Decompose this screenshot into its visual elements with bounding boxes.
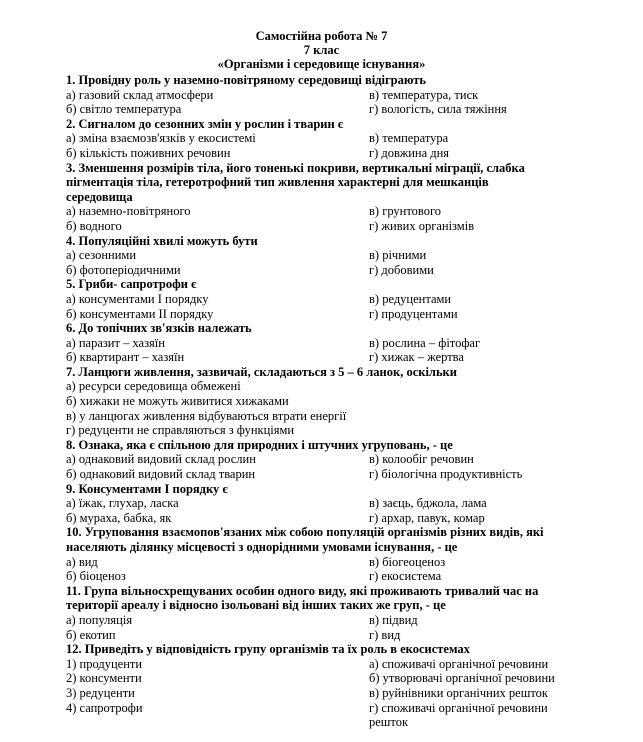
questions-list bbox=[66, 73, 556, 730]
option-d: г) хижак – жертва bbox=[369, 350, 464, 365]
question-10-line-1: 10. Угруповання взаємопов'язаних між собою популяцій організмів різних видів, які bbox=[66, 525, 544, 540]
topic-title: «Організми і середовище існування» bbox=[217, 57, 426, 71]
option-a: а) ресурси середовища обмежені bbox=[66, 379, 241, 394]
match-left-4: 4) сапротрофи bbox=[66, 700, 143, 715]
option-d: г) живих організмів bbox=[369, 218, 475, 233]
answer-row bbox=[66, 555, 556, 570]
question-1: 1. Провідну роль у наземно-повітряному середовищі відіграють bbox=[66, 73, 427, 87]
option-b: б) біоценоз bbox=[66, 569, 126, 584]
option-c: в) колообіг речовин bbox=[369, 452, 474, 467]
answer-row bbox=[66, 569, 556, 584]
match-row bbox=[66, 715, 556, 730]
grade-label: 7 клас bbox=[303, 43, 340, 57]
option-c: в) підвид bbox=[369, 612, 418, 627]
option-b: б) фотоперіодичними bbox=[66, 262, 181, 277]
match-right-a: а) споживачі органічної речовини bbox=[369, 656, 549, 671]
option-d: г) редуценти не справляються з функціями bbox=[66, 423, 295, 438]
match-row bbox=[66, 657, 556, 672]
answer-row bbox=[66, 613, 556, 628]
answer-row bbox=[66, 336, 556, 351]
answer-row bbox=[66, 263, 556, 278]
answer-row bbox=[66, 496, 556, 511]
option-c: в) у ланцюгах живлення відбуваються втрати енергії bbox=[66, 408, 347, 423]
match-right-d: г) споживачі органічної речовини bbox=[369, 700, 548, 715]
answer-row bbox=[66, 131, 556, 146]
question-11-line-2: території ареалу і відносно ізольовані від інших таких же груп, - це bbox=[66, 598, 446, 613]
question-5: 5. Гриби- сапротрофи є bbox=[66, 277, 197, 292]
answer-row bbox=[66, 219, 556, 234]
match-row bbox=[66, 686, 556, 701]
option-d: г) архар, павук, комар bbox=[369, 510, 485, 525]
option-d: г) вид bbox=[369, 627, 401, 642]
match-right-b: б) утворювачі органічної речовини bbox=[369, 671, 555, 686]
option-c: в) редуцентами bbox=[369, 291, 452, 306]
question-6: 6. До топічних зв'язків належать bbox=[66, 321, 252, 336]
option-b: б) хижаки не можуть живитися хижаками bbox=[66, 394, 289, 409]
answer-row bbox=[66, 467, 556, 482]
option-d: г) довжина дня bbox=[369, 145, 450, 160]
option-a: а) вид bbox=[66, 554, 98, 569]
option-a: а) газовий склад атмосфери bbox=[66, 87, 214, 102]
answer-row bbox=[66, 307, 556, 322]
answer-row bbox=[66, 511, 556, 526]
match-right-c: в) руйнівники органічних решток bbox=[369, 685, 548, 700]
option-d: г) біологічна продуктивність bbox=[369, 467, 523, 482]
option-d: г) екосистема bbox=[369, 569, 442, 584]
answer-row bbox=[66, 204, 556, 219]
question-4: 4. Популяційні хвилі можуть бути bbox=[66, 233, 258, 248]
option-d: г) добовими bbox=[369, 262, 434, 277]
option-b: б) квартирант – хазяїн bbox=[66, 350, 185, 365]
question-7: 7. Ланцюги живлення, зазвичай, складаються з 5 – 6 ланок, оскільки bbox=[66, 364, 457, 379]
option-b: б) екотип bbox=[66, 627, 116, 642]
question-10-line-2: населяють ділянку місцевості з однорідними умовами існування, - це bbox=[66, 540, 458, 554]
option-b: б) однаковий видовий склад тварин bbox=[66, 467, 256, 482]
match-left-empty bbox=[66, 715, 369, 730]
option-c: в) рослина – фітофаг bbox=[369, 335, 481, 350]
answer-row bbox=[66, 88, 556, 103]
answer-row bbox=[66, 248, 556, 263]
match-right-d-continued: решток bbox=[369, 715, 409, 730]
option-c: в) річними bbox=[369, 248, 427, 263]
question-8: 8. Ознака, яка є спільною для природних і штучних угруповань, - це bbox=[66, 437, 453, 452]
answer-row bbox=[66, 452, 556, 467]
question-11-line-1: 11. Група вільносхрещуваних особин одного виду, які проживають тривалий час на bbox=[66, 583, 539, 598]
question-9: 9. Консументами І порядку є bbox=[66, 481, 228, 496]
option-c: в) температура bbox=[369, 131, 449, 146]
option-b: б) водного bbox=[66, 218, 122, 233]
option-b: б) кількість поживних речовин bbox=[66, 145, 231, 160]
option-d: г) вологість, сила тяжіння bbox=[369, 102, 507, 117]
question-3-line-2: пігментація тіла, гетеротрофний тип живлення характерні для мешканців середовища bbox=[66, 175, 489, 204]
option-d: г) продуцентами bbox=[369, 306, 458, 321]
match-left-2: 2) консументи bbox=[66, 671, 142, 686]
option-b: б) світло температура bbox=[66, 102, 182, 117]
question-12: 12. Приведіть у відповідність групу організмів та їх роль в екосистемах bbox=[66, 642, 470, 657]
option-c: в) заєць, бджола, лама bbox=[369, 496, 487, 511]
question-3-line-1: 3. Зменшення розмірів тіла, його тоненькі покриви, вертикальні міграції, слабка bbox=[66, 160, 525, 175]
option-a: а) наземно-повітряного bbox=[66, 204, 191, 219]
match-row bbox=[66, 701, 556, 716]
answer-row bbox=[66, 628, 556, 643]
option-a: а) паразит – хазяїн bbox=[66, 335, 165, 350]
option-c: в) біогеоценоз bbox=[369, 554, 446, 569]
option-a: а) сезонними bbox=[66, 248, 137, 263]
option-b: б) консументами ІІ порядку bbox=[66, 306, 214, 321]
option-c: в) грунтового bbox=[369, 204, 442, 219]
option-b: б) мураха, бабка, як bbox=[66, 510, 172, 525]
match-left-3: 3) редуценти bbox=[66, 685, 135, 700]
answer-row bbox=[66, 292, 556, 307]
answer-row bbox=[66, 350, 556, 365]
worksheet-title: Самостійна робота № 7 bbox=[255, 29, 388, 43]
option-a: а) їжак, глухар, ласка bbox=[66, 496, 179, 511]
answer-row bbox=[66, 102, 556, 117]
question-2: 2. Сигналом до сезонних змін у рослин і тварин є bbox=[66, 116, 344, 131]
option-a: а) консументами І порядку bbox=[66, 291, 209, 306]
option-c: в) температура, тиск bbox=[369, 87, 479, 102]
answer-row bbox=[66, 146, 556, 161]
match-row bbox=[66, 671, 556, 686]
option-a: а) однаковий видовий склад рослин bbox=[66, 452, 256, 467]
option-a: а) зміна взаємозв'язків у екосистемі bbox=[66, 131, 256, 146]
option-a: а) популяція bbox=[66, 612, 133, 627]
match-left-1: 1) продуценти bbox=[66, 656, 143, 671]
